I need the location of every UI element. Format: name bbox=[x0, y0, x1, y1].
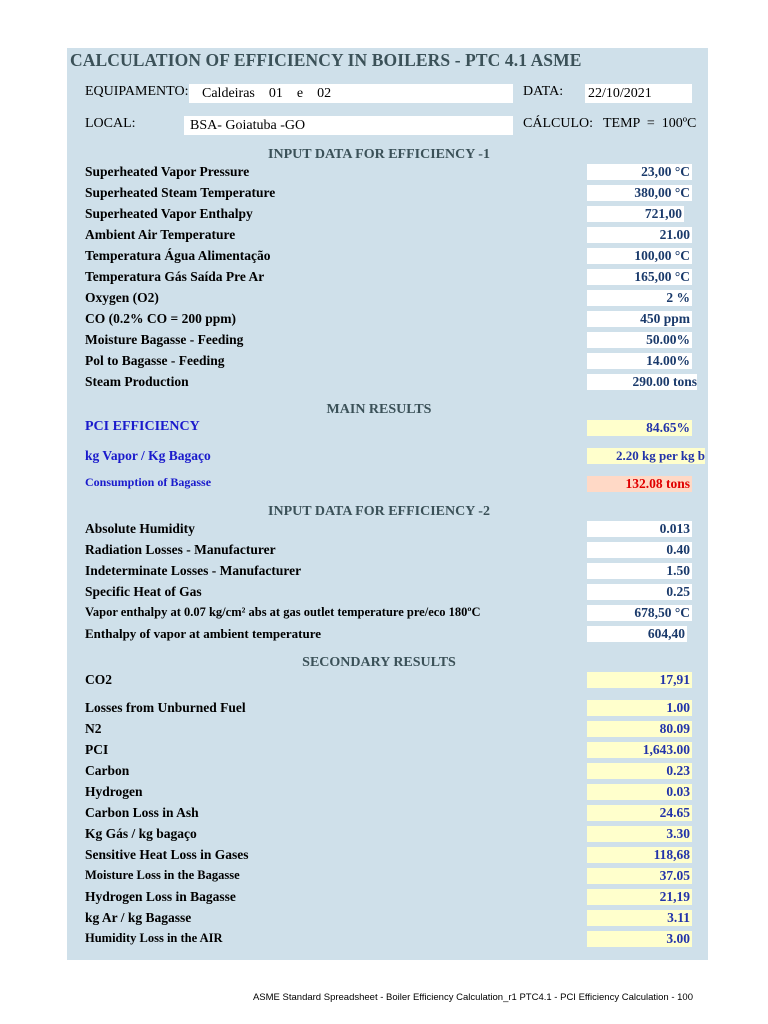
row-label: Enthalpy of vapor at ambient temperature bbox=[85, 626, 322, 641]
row-label: Temperatura Gás Saída Pre Ar bbox=[85, 269, 265, 284]
row-value[interactable]: 50.00% bbox=[587, 332, 692, 348]
steam-per-bagasse-value: 2.20 kg per kg b bbox=[587, 448, 705, 464]
equipment-field[interactable]: Caldeiras 01 e 02 bbox=[189, 84, 513, 103]
row-label: CO2 bbox=[85, 672, 112, 687]
row-label: Pol to Bagasse - Feeding bbox=[85, 353, 225, 368]
row-label: Steam Production bbox=[85, 374, 189, 389]
date-field[interactable]: 22/10/2021 bbox=[585, 84, 692, 103]
row-label: Moisture Loss in the Bagasse bbox=[85, 868, 240, 882]
bagasse-consumption-value: 132.08 tons bbox=[587, 476, 692, 492]
row-value[interactable]: 100,00 °C bbox=[587, 248, 692, 264]
row-value: 3.30 bbox=[587, 826, 692, 842]
row-value: 0.23 bbox=[587, 763, 692, 779]
row-label: Superheated Vapor Enthalpy bbox=[85, 206, 253, 221]
row-value: 37.05 bbox=[587, 868, 692, 884]
row-value: 3.11 bbox=[587, 910, 692, 926]
row-label: Radiation Losses - Manufacturer bbox=[85, 542, 276, 557]
calc-value: TEMP = 100ºC bbox=[603, 116, 697, 131]
row-value[interactable]: 678,50 °C bbox=[587, 605, 692, 621]
row-label: Kg Gás / kg bagaço bbox=[85, 826, 197, 841]
row-label: Vapor enthalpy at 0.07 kg/cm² abs at gas outlet temperature pre/eco 180ºC bbox=[85, 605, 481, 619]
row-value[interactable]: 721,00 bbox=[587, 206, 684, 222]
row-label: PCI bbox=[85, 742, 109, 757]
row-value[interactable]: 1.50 bbox=[587, 563, 692, 579]
section-main-results: MAIN RESULTS bbox=[326, 402, 432, 417]
pci-efficiency-label: PCI EFFICIENCY bbox=[85, 419, 200, 434]
row-value: 80.09 bbox=[587, 721, 692, 737]
row-value: 24.65 bbox=[587, 805, 692, 821]
row-label: Absolute Humidity bbox=[85, 521, 195, 536]
row-value[interactable]: 165,00 °C bbox=[587, 269, 692, 285]
local-label: LOCAL: bbox=[85, 116, 136, 131]
row-value[interactable]: 290.00 tons bbox=[587, 374, 697, 390]
row-value[interactable]: 0.013 bbox=[587, 521, 692, 537]
row-value: 17,91 bbox=[587, 672, 692, 688]
row-label: Superheated Vapor Pressure bbox=[85, 164, 250, 179]
calc-label: CÁLCULO: bbox=[523, 116, 593, 131]
row-value: 1,643.00 bbox=[587, 742, 692, 758]
row-value[interactable]: 23,00 °C bbox=[587, 164, 692, 180]
row-value: 118,68 bbox=[587, 847, 692, 863]
row-value[interactable]: 0.40 bbox=[587, 542, 692, 558]
pci-efficiency-value: 84.65% bbox=[587, 420, 692, 436]
row-value: 3.00 bbox=[587, 931, 692, 947]
row-label: CO (0.2% CO = 200 ppm) bbox=[85, 311, 236, 326]
row-label: Moisture Bagasse - Feeding bbox=[85, 332, 244, 347]
row-label: Losses from Unburned Fuel bbox=[85, 700, 246, 715]
row-value[interactable]: 450 ppm bbox=[587, 311, 692, 327]
section-input-2: INPUT DATA FOR EFFICIENCY -2 bbox=[268, 504, 490, 519]
row-value[interactable]: 380,00 °C bbox=[587, 185, 692, 201]
row-label: Sensitive Heat Loss in Gases bbox=[85, 847, 249, 862]
row-value[interactable]: 2 % bbox=[587, 290, 692, 306]
row-label: Carbon bbox=[85, 763, 130, 778]
row-label: Indeterminate Losses - Manufacturer bbox=[85, 563, 302, 578]
row-label: Temperatura Água Alimentação bbox=[85, 248, 271, 263]
row-label: Oxygen (O2) bbox=[85, 290, 159, 305]
row-label: Specific Heat of Gas bbox=[85, 584, 202, 599]
row-value[interactable]: 21.00 bbox=[587, 227, 692, 243]
row-value[interactable]: 0.25 bbox=[587, 584, 692, 600]
row-label: Hydrogen bbox=[85, 784, 143, 799]
section-input-1: INPUT DATA FOR EFFICIENCY -1 bbox=[268, 147, 490, 162]
row-value: 21,19 bbox=[587, 889, 692, 905]
row-value: 1.00 bbox=[587, 700, 692, 716]
row-label: Carbon Loss in Ash bbox=[85, 805, 199, 820]
equipment-label: EQUIPAMENTO: bbox=[85, 84, 189, 99]
row-value[interactable]: 14.00% bbox=[587, 353, 692, 369]
date-label: DATA: bbox=[523, 84, 564, 99]
section-secondary-results: SECONDARY RESULTS bbox=[302, 655, 456, 670]
row-label: kg Ar / kg Bagasse bbox=[85, 910, 192, 925]
page-title: CALCULATION OF EFFICIENCY IN BOILERS - PTC 4.1 ASME bbox=[70, 50, 582, 70]
page-footer: ASME Standard Spreadsheet - Boiler Efficiency Calculation_r1 PTC4.1 - PCI Efficiency Calculation - 100 bbox=[252, 992, 693, 1003]
row-label: Humidity Loss in the AIR bbox=[85, 931, 223, 945]
steam-per-bagasse-label: kg Vapor / Kg Bagaço bbox=[85, 448, 211, 463]
row-label: N2 bbox=[85, 721, 102, 736]
row-label: Ambient Air Temperature bbox=[85, 227, 236, 242]
local-field[interactable]: BSA- Goiatuba -GO bbox=[184, 116, 513, 135]
row-label: Hydrogen Loss in Bagasse bbox=[85, 889, 236, 904]
row-value: 0.03 bbox=[587, 784, 692, 800]
bagasse-consumption-label: Consumption of Bagasse bbox=[85, 475, 212, 489]
row-value[interactable]: 604,40 bbox=[587, 626, 687, 642]
row-label: Superheated Steam Temperature bbox=[85, 185, 276, 200]
